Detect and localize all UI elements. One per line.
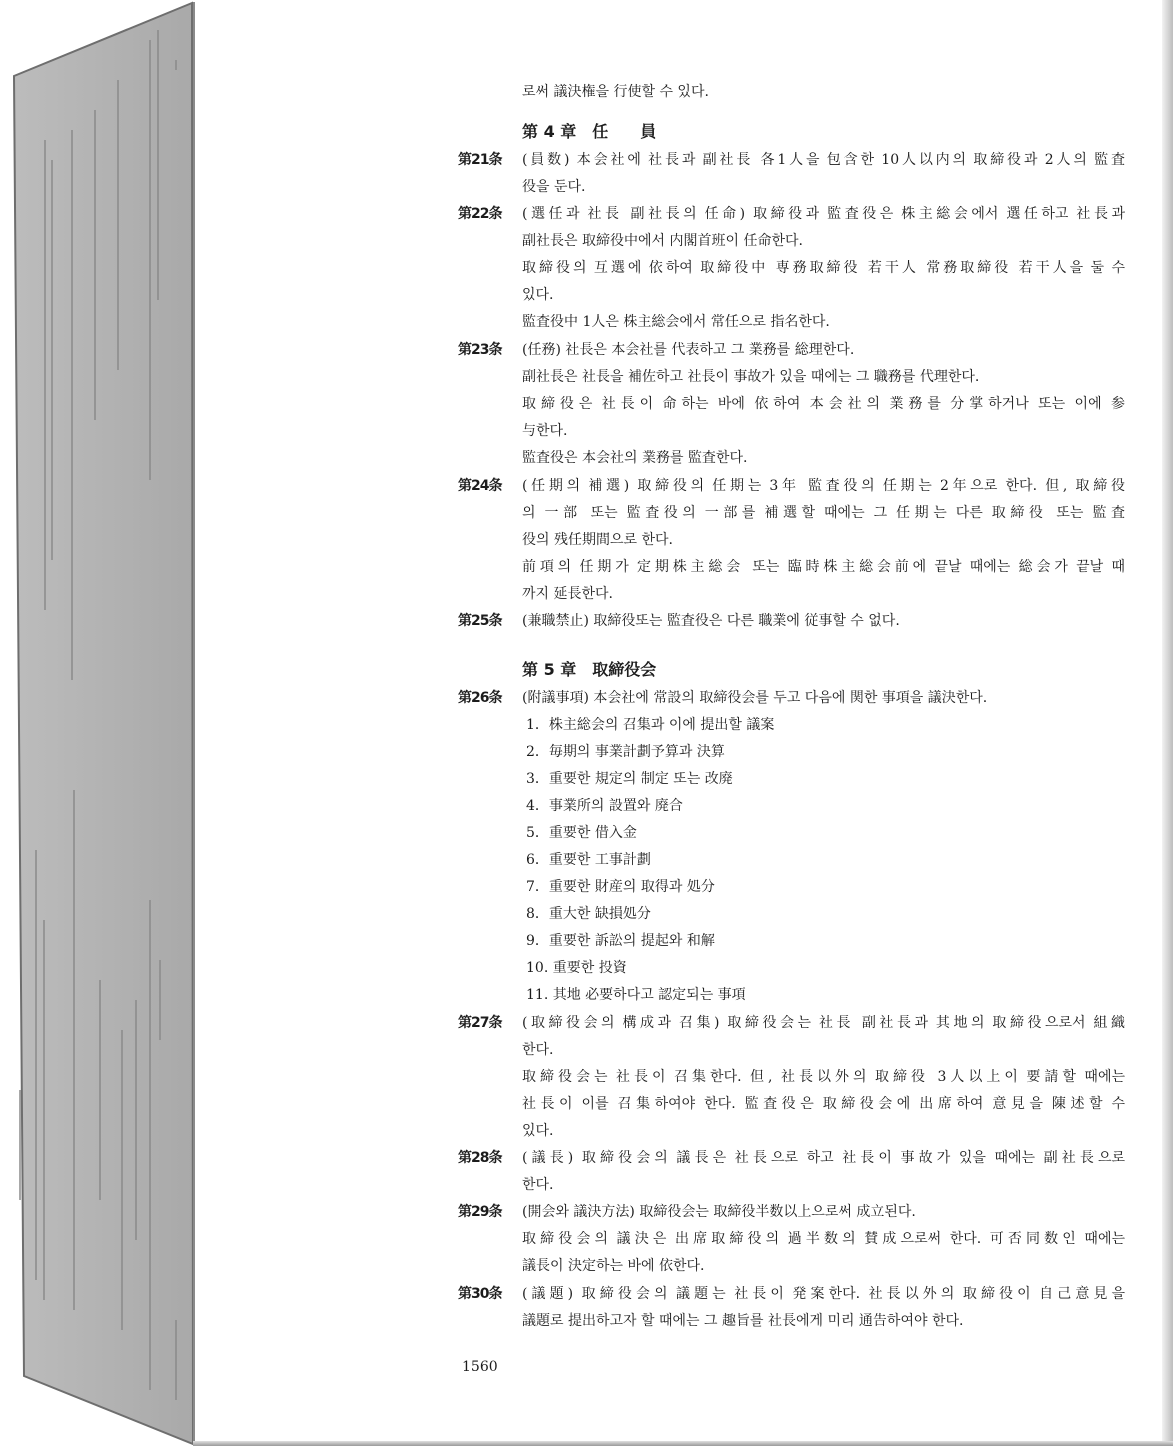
article-24-line: (任期의 補選) 取締役의 任期는 3年 監査役의 任期는 2年으로 한다. 但, 取締役 (522, 478, 1125, 494)
agenda-list-item: 10. 重要한 投資 (526, 960, 627, 976)
agenda-list-item: 8．重大한 缺損処分 (526, 906, 651, 922)
article-22-line: 監査役中 1人은 株主総会에서 常任으로 指名한다. (522, 314, 830, 330)
article-28-line: 한다. (522, 1177, 554, 1193)
article-28-line: (議長) 取締役会의 議長은 社長으로 하고 社長이 事故가 있을 때에는 副社長으로 (522, 1150, 1125, 1166)
agenda-list-item: 1．株主総会의 召集과 이에 提出할 議案 (526, 717, 775, 733)
article-30-line: (議題) 取締役会의 議題는 社長이 発案한다. 社長以外의 取締役이 自己意見을 (522, 1286, 1125, 1302)
article-22-line: 副社長은 取締役中에서 内閣首班이 任命한다. (522, 233, 803, 249)
agenda-list-item: 2．毎期의 事業計劃予算과 決算 (526, 744, 725, 760)
article-21-line: 役을 둔다. (522, 179, 586, 195)
article-23-line: 副社長은 社長을 補佐하고 社長이 事故가 있을 때에는 그 職務를 代理한다. (522, 369, 980, 385)
agenda-list-item: 3．重要한 規定의 制定 또는 改廃 (526, 771, 733, 787)
article-25-label: 第25条 (458, 613, 502, 629)
article-22-line: 取締役의 互選에 依하여 取締役中 専務取締役 若干人 常務取締役 若干人을 둘 수 (522, 260, 1125, 276)
article-23-label: 第23条 (458, 342, 502, 358)
article-30-line: 議題로 提出하고자 할 때에는 그 趣旨를 社長에게 미리 通告하여야 한다. (522, 1313, 964, 1329)
agenda-list-item: 9．重要한 訴訟의 提起와 和解 (526, 933, 715, 949)
agenda-list-item: 7．重要한 財産의 取得과 処分 (526, 879, 715, 895)
agenda-list-item: 4．事業所의 設置와 廃合 (526, 798, 683, 814)
page-number: 1560 (462, 1359, 498, 1375)
article-29-label: 第29条 (458, 1204, 502, 1220)
article-21-label: 第21条 (458, 152, 502, 168)
agenda-list-item: 5．重要한 借入金 (526, 825, 637, 841)
continuation-line: 로써 議決権을 行使할 수 있다. (522, 84, 709, 100)
article-24-line: 의 一部 또는 監査役의 一部를 補選할 때에는 그 任期는 다른 取締役 또는 監査 (522, 505, 1125, 521)
article-24-line: 까지 延長한다. (522, 586, 613, 602)
article-27-label: 第27条 (458, 1015, 502, 1031)
article-23-line: 監査役은 本会社의 業務를 監査한다. (522, 450, 748, 466)
article-22-line: 있다. (522, 287, 554, 303)
article-23-line: 与한다. (522, 423, 568, 439)
chapter-4-heading: 第 4 章 任 員 (522, 122, 657, 141)
article-26-label: 第26条 (458, 690, 502, 706)
article-26-line: (附議事項) 本会社에 常設의 取締役会를 두고 다음에 関한 事項을 議決한다. (522, 690, 988, 706)
article-27-line: 있다. (522, 1123, 554, 1139)
article-24-label: 第24条 (458, 478, 502, 494)
article-30-label: 第30条 (458, 1286, 502, 1302)
article-29-line: 議長이 決定하는 바에 依한다. (522, 1258, 705, 1274)
chapter-5-heading: 第 5 章 取締役会 (522, 660, 657, 679)
agenda-list-item: 11. 其地 必要하다고 認定되는 事項 (526, 987, 746, 1003)
article-29-line: (開会와 議決方法) 取締役会는 取締役半数以上으로써 成立된다. (522, 1204, 916, 1220)
article-24-line: 役의 残任期間으로 한다. (522, 532, 673, 548)
article-24-line: 前項의 任期가 定期株主総会 또는 臨時株主総会前에 끝날 때에는 総会가 끝날 때 (522, 559, 1125, 575)
article-29-line: 取締役会의 議決은 出席取締役의 過半数의 賛成으로써 한다. 可否同数인 때에는 (522, 1231, 1125, 1247)
article-27-line: 社長이 이를 召集하여야 한다. 監査役은 取締役会에 出席하여 意見을 陳述할 수 (522, 1096, 1125, 1112)
article-22-label: 第22条 (458, 206, 502, 222)
article-27-line: 한다. (522, 1042, 554, 1058)
article-21-line: (員数) 本会社에 社長과 副社長 各1人을 包含한 10人以内의 取締役과 2人의 監査 (522, 152, 1125, 168)
agenda-list-item: 6．重要한 工事計劃 (526, 852, 651, 868)
article-25-line: (兼職禁止) 取締役또는 監査役은 다른 職業에 従事할 수 없다. (522, 613, 900, 629)
article-23-line: 取締役은 社長이 命하는 바에 依하여 本会社의 業務를 分掌하거나 또는 이에 参 (522, 396, 1125, 412)
article-27-line: 取締役会는 社長이 召集한다. 但, 社長以外의 取締役 3人以上이 要請할 때에는 (522, 1069, 1125, 1085)
article-22-line: (選任과 社長 副社長의 任命) 取締役과 監査役은 株主総会에서 選任하고 社長과 (522, 206, 1125, 222)
article-27-line: (取締役会의 構成과 召集) 取締役会는 社長 副社長과 其地의 取締役으로서 組織 (522, 1015, 1125, 1031)
article-28-label: 第28条 (458, 1150, 502, 1166)
article-23-line: (任務) 社長은 本会社를 代表하고 그 業務를 総理한다. (522, 342, 855, 358)
